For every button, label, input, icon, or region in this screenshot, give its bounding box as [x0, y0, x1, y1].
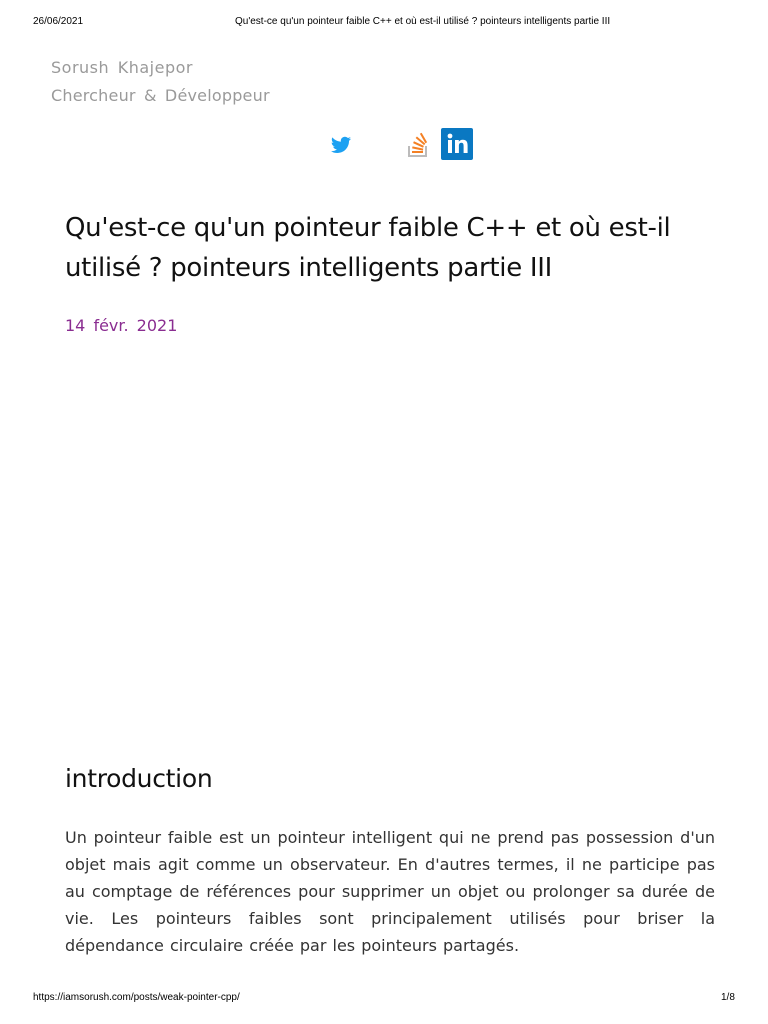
- print-url: https://iamsorush.com/posts/weak-pointer-cpp/: [33, 992, 240, 1003]
- author-role: Chercheur & Développeur: [51, 86, 270, 105]
- linkedin-icon[interactable]: [441, 128, 473, 160]
- print-header: [0, 16, 768, 32]
- section-heading: introduction: [65, 764, 213, 793]
- print-date: 26/06/2021: [33, 16, 84, 27]
- intro-paragraph: Un pointeur faible est un pointeur intelligent qui ne prend pas possession d'un objet mais agit comme un observateur. En d'autres termes, il ne participe pas au comptage de références pour supprimer un objet ou prolonger sa durée de vie. Les pointeurs faibles sont principalement utilisés pour briser la dépendance circulaire créée par les pointeurs partagés.: [65, 828, 715, 955]
- print-page-title: Qu'est-ce qu'un pointeur faible C++ et où est-il utilisé ? pointeurs intelligents partie III: [235, 16, 611, 27]
- author-name[interactable]: Sorush Khajepor: [51, 58, 193, 77]
- post-date: 14 févr. 2021: [65, 316, 178, 335]
- article-title: Qu'est-ce qu'un pointeur faible C++ et où est-il utilisé ? pointeurs intelligents partie III: [65, 213, 671, 283]
- page-number: 1/8: [721, 992, 735, 1003]
- stackoverflow-icon[interactable]: [405, 128, 431, 160]
- print-footer: [0, 992, 768, 1008]
- twitter-icon[interactable]: [328, 128, 354, 160]
